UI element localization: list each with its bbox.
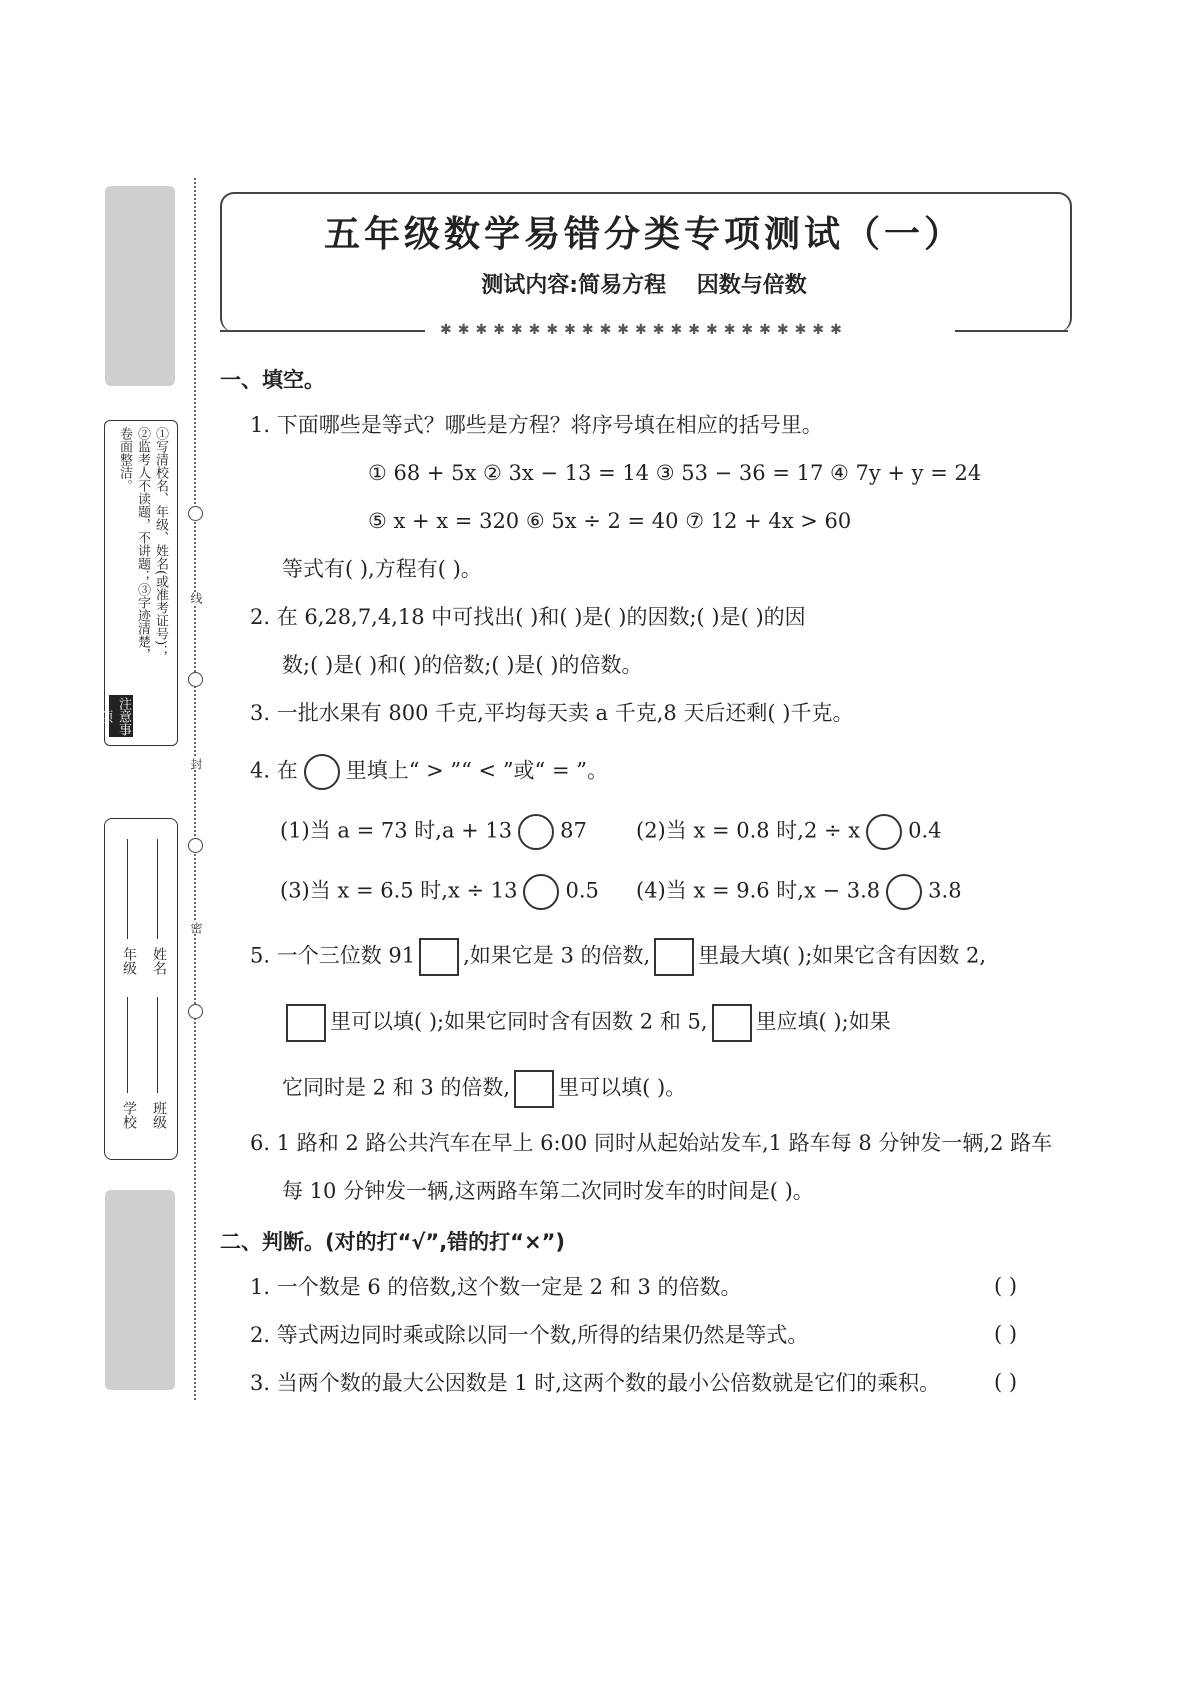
q5-l1a: 5. 一个三位数 91 [250,943,416,968]
q5-l2b: 里应填( );如果 [755,1009,891,1034]
q5-l1c: 里最大填( );如果它含有因数 2, [698,943,987,968]
decorative-stars: ✱✱✱✱✱✱✱✱✱✱✱✱✱✱✱✱✱✱✱✱✱✱✱ [440,322,848,338]
q4-part2 [636,814,942,850]
student-info-box [104,818,178,1160]
field-class-line [157,997,158,1093]
q5-l3b: 里可以填( )。 [558,1075,687,1100]
title-rule-left [220,330,425,332]
digit-box-ref [514,1070,554,1108]
q4-p4-value: 3.8 [928,878,962,903]
sidebar-gray-block-bottom [105,1190,175,1390]
q6-line2: 每 10 分钟发一辆,这两路车第二次同时发车的时间是( )。 [282,1179,814,1203]
field-grade-line [127,839,128,939]
page-title: 五年级数学易错分类专项测试（一） [323,214,964,255]
q5-line2 [282,1004,891,1042]
field-class-label: 班级 [151,1101,167,1129]
q3: 3. 一批水果有 800 千克,平均每天卖 a 千克,8 天后还剩( )千克。 [250,701,854,725]
field-grade-label: 年级 [121,947,137,975]
binding-circle [188,1004,203,1019]
q4-p1-value: 87 [560,818,587,843]
q4-part3 [280,874,599,910]
field-name-line [157,839,158,939]
q4-stem-b: 里填上“ > ”“ < ”或“ = ”。 [345,758,608,783]
digit-box[interactable] [419,938,459,976]
q5-line3 [282,1070,686,1108]
field-school-line [127,997,128,1093]
answer-circle-2[interactable] [866,814,902,850]
q2-line1: 2. 在 6,28,7,4,18 中可找出( )和( )是( )的因数;( )是( )的因 [250,605,806,629]
q4-p3-expr: (3)当 x = 6.5 时,x ÷ 13 [280,878,518,903]
judge-answer-paren-1[interactable]: ( ) [994,1274,1018,1298]
cut-label-secret: 密 [189,922,203,934]
answer-circle-4[interactable] [886,874,922,910]
q4-stem-a: 4. 在 [250,758,298,783]
q4-stem [250,754,608,790]
title-rule-right [955,330,1068,332]
q5-l2a: 里可以填( );如果它同时含有因数 2 和 5, [330,1009,708,1034]
notes-box [97,420,178,746]
q4-part1 [280,814,587,850]
compare-circle [304,754,340,790]
q4-p2-value: 0.4 [908,818,942,843]
q2-line2: 数;( )是( )和( )的倍数;( )是( )的倍数。 [282,653,643,677]
q1-options-row2: ⑤ x + x = 320 ⑥ 5x ÷ 2 = 40 ⑦ 12 + 4x > 60 [368,509,852,533]
judge-item-2: 2. 等式两边同时乘或除以同一个数,所得的结果仍然是等式。 [250,1323,809,1347]
q5-line1 [250,938,986,976]
digit-box-ref [286,1004,326,1042]
digit-box-ref [654,938,694,976]
judge-answer-paren-2[interactable]: ( ) [994,1322,1018,1346]
q4-p4-expr: (4)当 x = 9.6 时,x − 3.8 [636,878,881,903]
q1-stem: 1. 下面哪些是等式？哪些是方程？将序号填在相应的括号里。 [250,413,823,437]
digit-box-ref [712,1004,752,1042]
field-school-label: 学校 [121,1101,137,1129]
q5-l1b: ,如果它是 3 的倍数, [463,943,651,968]
answer-circle-1[interactable] [518,814,554,850]
binding-circle [188,506,203,521]
judge-item-1: 1. 一个数是 6 的倍数,这个数一定是 2 和 3 的倍数。 [250,1275,742,1299]
q5-l3a: 它同时是 2 和 3 的倍数, [282,1075,511,1100]
q1-answer: 等式有( ),方程有( )。 [282,557,482,581]
q4-part4 [636,874,962,910]
cut-label-seal: 封 [189,758,203,770]
q1-options-row1: ① 68 + 5x ② 3x − 13 = 14 ③ 53 − 36 = 17 ④ 7y + y = 24 [368,461,982,485]
binding-circle [188,672,203,687]
q4-p1-expr: (1)当 a = 73 时,a + 13 [280,818,513,843]
binding-cut-line [194,178,196,1400]
page-subtitle: 测试内容:简易方程 因数与倍数 [481,273,807,298]
notes-text: ①写清校名、年级、姓名(或准考证号)；②监考人不读题，不讲题；③字迹清楚，卷面整洁。 [117,427,168,661]
notes-title: 注意事项 [97,696,131,736]
binding-circle [188,838,203,853]
sidebar-gray-block-top [105,186,175,386]
answer-circle-3[interactable] [523,874,559,910]
q4-p3-value: 0.5 [565,878,599,903]
section2-heading: 二、判断。(对的打“√”,错的打“×”) [220,1230,565,1254]
section1-heading: 一、填空。 [220,368,325,392]
q6-line1: 6. 1 路和 2 路公共汽车在早上 6:00 同时从起始站发车,1 路车每 8 分钟发一辆,2 路车 [250,1131,1053,1155]
cut-label-line: 线 [189,592,203,604]
judge-item-3: 3. 当两个数的最大公因数是 1 时,这两个数的最小公倍数就是它们的乘积。 [250,1371,941,1395]
q4-p2-expr: (2)当 x = 0.8 时,2 ÷ x [636,818,861,843]
judge-answer-paren-3[interactable]: ( ) [994,1370,1018,1394]
field-name-label: 姓名 [151,947,167,975]
